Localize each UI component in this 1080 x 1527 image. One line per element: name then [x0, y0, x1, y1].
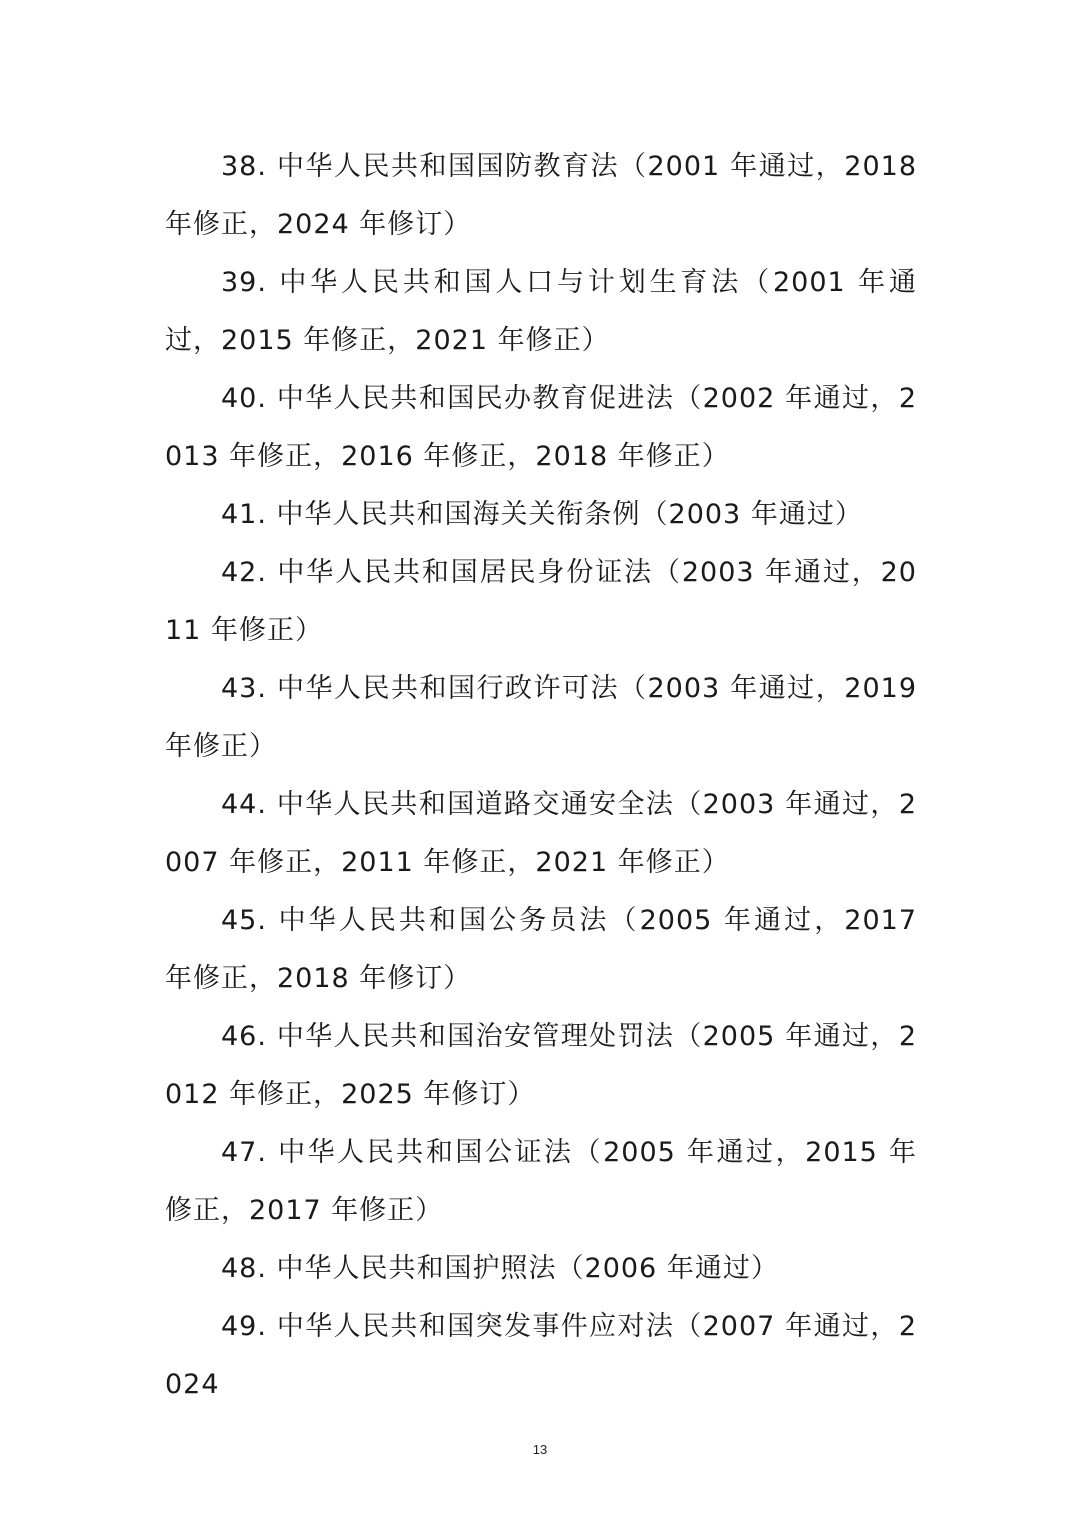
- law-list: [165, 138, 917, 1414]
- list-item: 49. 中华人民共和国突发事件应对法（2007 年通过，2024: [165, 1311, 917, 1400]
- list-item: 45. 中华人民共和国公务员法（2005 年通过，2017 年修正，2018 年修订）: [165, 905, 917, 994]
- list-item: 41. 中华人民共和国海关关衔条例（2003 年通过）: [221, 499, 863, 530]
- list-item: 42. 中华人民共和国居民身份证法（2003 年通过，2011 年修正）: [165, 557, 917, 646]
- list-item: 38. 中华人民共和国国防教育法（2001 年通过，2018 年修正，2024 年修订）: [165, 151, 917, 240]
- page-number: 13: [532, 1442, 548, 1457]
- list-item: 46. 中华人民共和国治安管理处罚法（2005 年通过，2012 年修正，2025 年修订）: [165, 1021, 917, 1110]
- list-item: 39. 中华人民共和国人口与计划生育法（2001 年通过，2015 年修正，2021 年修正）: [165, 267, 917, 356]
- list-item: 43. 中华人民共和国行政许可法（2003 年通过，2019 年修正）: [165, 673, 917, 762]
- list-item: 48. 中华人民共和国护照法（2006 年通过）: [221, 1253, 779, 1284]
- list-item: 40. 中华人民共和国民办教育促进法（2002 年通过，2013 年修正，2016 年修正，2018 年修正）: [165, 383, 917, 472]
- list-item: 44. 中华人民共和国道路交通安全法（2003 年通过，2007 年修正，2011 年修正，2021 年修正）: [165, 789, 917, 878]
- list-item: 47. 中华人民共和国公证法（2005 年通过，2015 年修正，2017 年修正）: [165, 1137, 917, 1226]
